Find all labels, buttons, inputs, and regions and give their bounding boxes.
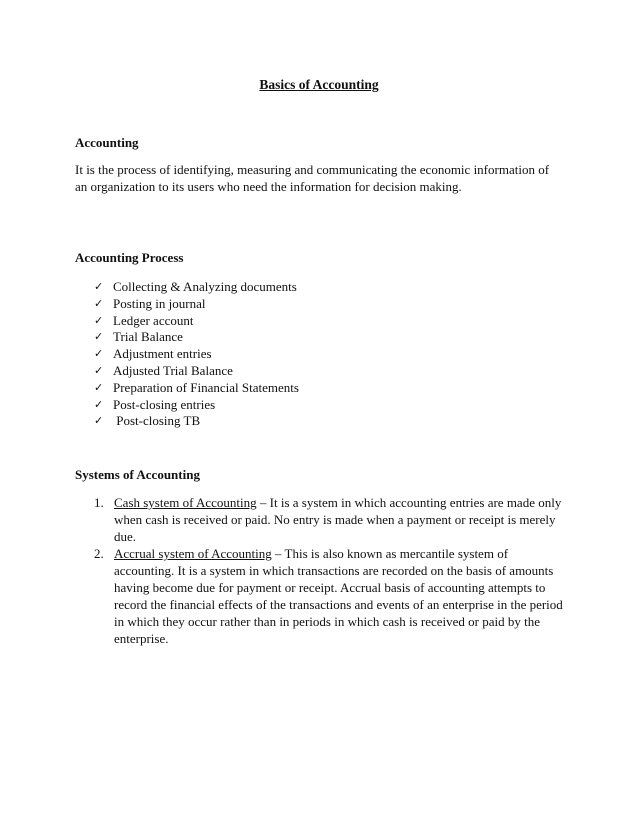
list-item [94,279,299,296]
list-item [94,346,299,363]
list-item [94,363,299,380]
checkmark-icon: ✓ [94,313,104,327]
section-heading-accounting-process: Accounting Process [75,250,184,265]
list-item-text: Ledger account [113,312,194,328]
list-item [94,413,299,430]
list-item [94,296,299,313]
checkmark-icon: ✓ [94,330,104,344]
document-title: Basics of Accounting [259,77,379,92]
checkmark-icon: ✓ [94,414,104,428]
accounting-definition: It is the process of identifying, measuring and communicating the economic information of an organization to its users who need the information for decision making. [75,162,550,194]
list-number: 1. [94,495,104,510]
list-item-text: Preparation of Financial Statements [113,379,299,395]
system-term: Accrual system of Accounting [114,546,272,561]
list-item [94,397,299,414]
checkmark-icon: ✓ [94,397,104,411]
list-number: 2. [94,546,104,561]
list-item [94,380,299,397]
list-item-text: Adjusted Trial Balance [113,362,233,378]
checkmark-icon: ✓ [94,363,104,377]
checkmark-icon: ✓ [94,380,104,394]
system-description: – This is also known as mercantile system of accounting. It is a system in which transactions are recorded on the basis of amounts having become due for payment or receipt. Accrual basis of accounting attempts to record the financial effects of the transactions and events of an enterprise in the period in which they occur rather than in periods in which cash is received or paid by the enterprise. [114,546,563,646]
list-item [94,494,564,545]
list-item-text: Collecting & Analyzing documents [113,279,297,294]
section-heading-systems-of-accounting: Systems of Accounting [75,467,200,482]
systems-of-accounting-list [94,494,564,647]
section-heading-accounting: Accounting [75,135,139,150]
list-item [94,313,299,330]
list-item-text: Trial Balance [113,329,183,345]
list-item-text: Post-closing entries [113,396,216,412]
list-item-text: Post-closing TB [113,413,201,429]
system-term: Cash system of Accounting [114,495,257,510]
list-item-text: Posting in journal [113,295,206,311]
list-item-text: Adjustment entries [113,346,212,362]
checkmark-icon: ✓ [94,296,104,310]
list-item [94,329,299,346]
checkmark-icon: ✓ [94,280,104,293]
list-item [94,545,564,647]
checkmark-icon: ✓ [94,347,104,361]
accounting-process-list [94,279,299,430]
system-description: – It is a system in which accounting entries are made only when cash is received or paid. No entry is made when a payment or receipt is merely due. [114,495,562,544]
